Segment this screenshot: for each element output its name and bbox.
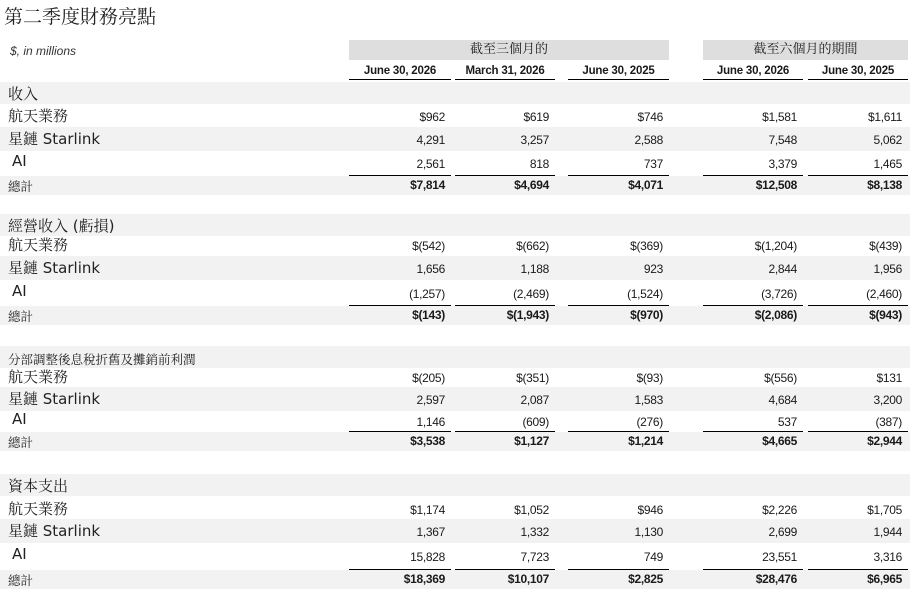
page-title: 第二季度財務亮點 bbox=[4, 6, 157, 28]
column-header: March 31, 2026 bbox=[455, 63, 555, 80]
value-cell: $962 bbox=[419, 110, 445, 124]
total-underline bbox=[703, 175, 803, 176]
section-band bbox=[0, 82, 910, 104]
value-cell: $1,705 bbox=[867, 503, 902, 517]
row-label: 星鏈 Starlink bbox=[8, 259, 101, 277]
value-cell: 1,944 bbox=[873, 525, 902, 539]
value-cell: 23,551 bbox=[762, 550, 797, 564]
row-label: 星鏈 Starlink bbox=[8, 130, 101, 148]
value-cell: (1,524) bbox=[627, 287, 663, 301]
total-underline bbox=[455, 431, 555, 432]
row-label: AI bbox=[12, 410, 27, 428]
total-cell: $1,214 bbox=[628, 434, 663, 448]
value-cell: 1,583 bbox=[634, 393, 663, 407]
value-cell: 923 bbox=[643, 262, 663, 276]
value-cell: (276) bbox=[636, 415, 663, 429]
value-cell: (3,726) bbox=[761, 287, 797, 301]
value-cell: $746 bbox=[637, 110, 663, 124]
value-cell: 537 bbox=[777, 415, 797, 429]
unit-note: $, in millions bbox=[10, 44, 77, 58]
value-cell: 3,200 bbox=[873, 393, 902, 407]
total-underline bbox=[349, 569, 451, 570]
group-header: 截至三個月的 bbox=[349, 40, 669, 60]
row-label: 航天業務 bbox=[8, 368, 69, 386]
value-cell: $2,226 bbox=[762, 503, 797, 517]
total-cell: $12,508 bbox=[755, 178, 797, 192]
value-cell: $(205) bbox=[412, 371, 445, 385]
value-cell: 2,699 bbox=[768, 525, 797, 539]
total-cell: $1,127 bbox=[514, 434, 549, 448]
total-underline bbox=[808, 175, 908, 176]
total-underline bbox=[349, 305, 451, 306]
total-underline bbox=[349, 431, 451, 432]
value-cell: 3,379 bbox=[768, 157, 797, 171]
value-cell: $946 bbox=[637, 503, 663, 517]
value-cell: 1,656 bbox=[416, 262, 445, 276]
value-cell: $(369) bbox=[630, 239, 663, 253]
group-header: 截至六個月的期間 bbox=[703, 40, 908, 60]
value-cell: (609) bbox=[522, 415, 549, 429]
row-label: 星鏈 Starlink bbox=[8, 522, 101, 540]
total-underline bbox=[703, 431, 803, 432]
total-cell: $(943) bbox=[869, 308, 902, 322]
total-cell: $2,825 bbox=[628, 572, 663, 586]
value-cell: 2,844 bbox=[768, 262, 797, 276]
value-cell: 5,062 bbox=[873, 133, 902, 147]
value-cell: 15,828 bbox=[410, 550, 445, 564]
value-cell: 2,561 bbox=[416, 157, 445, 171]
row-label: 航天業務 bbox=[8, 236, 69, 254]
value-cell: (2,460) bbox=[866, 287, 902, 301]
value-cell: (1,257) bbox=[409, 287, 445, 301]
value-cell: 2,597 bbox=[416, 393, 445, 407]
total-cell: $2,944 bbox=[867, 434, 902, 448]
value-cell: 737 bbox=[643, 157, 663, 171]
value-cell: 2,087 bbox=[520, 393, 549, 407]
section-title: 經營收入 (虧損) bbox=[8, 217, 115, 235]
total-label: 總計 bbox=[8, 309, 34, 324]
row-label: AI bbox=[12, 152, 27, 170]
total-cell: $28,476 bbox=[755, 572, 797, 586]
total-cell: $3,538 bbox=[410, 434, 445, 448]
row-label: 航天業務 bbox=[8, 107, 69, 125]
row-label: AI bbox=[12, 545, 27, 563]
section-title: 資本支出 bbox=[8, 477, 69, 495]
value-cell: (2,469) bbox=[513, 287, 549, 301]
total-underline bbox=[568, 175, 669, 176]
total-underline bbox=[703, 305, 803, 306]
value-cell: 1,332 bbox=[520, 525, 549, 539]
total-underline bbox=[455, 175, 555, 176]
total-underline bbox=[808, 569, 908, 570]
value-cell: $(439) bbox=[869, 239, 902, 253]
value-cell: 2,588 bbox=[634, 133, 663, 147]
total-underline bbox=[455, 305, 555, 306]
total-cell: $(2,086) bbox=[754, 308, 797, 322]
total-cell: $4,071 bbox=[628, 178, 663, 192]
value-cell: 4,291 bbox=[416, 133, 445, 147]
total-label: 總計 bbox=[8, 435, 34, 450]
total-underline bbox=[455, 569, 555, 570]
row-label: 航天業務 bbox=[8, 500, 69, 518]
total-cell: $10,107 bbox=[507, 572, 549, 586]
total-cell: $(1,943) bbox=[506, 308, 549, 322]
value-cell: $131 bbox=[876, 371, 902, 385]
value-cell: 1,956 bbox=[873, 262, 902, 276]
value-cell: $(1,204) bbox=[754, 239, 797, 253]
value-cell: (387) bbox=[875, 415, 902, 429]
section-title: 收入 bbox=[8, 85, 39, 103]
total-underline bbox=[568, 569, 669, 570]
value-cell: 1,465 bbox=[873, 157, 902, 171]
value-cell: 7,723 bbox=[520, 550, 549, 564]
value-cell: $1,174 bbox=[410, 503, 445, 517]
total-cell: $18,369 bbox=[403, 572, 445, 586]
total-cell: $(143) bbox=[412, 308, 445, 322]
value-cell: $(351) bbox=[516, 371, 549, 385]
section-title: 分部調整後息稅折舊及攤銷前利潤 bbox=[8, 352, 196, 367]
total-cell: $7,814 bbox=[410, 178, 445, 192]
value-cell: 7,548 bbox=[768, 133, 797, 147]
total-cell: $8,138 bbox=[867, 178, 902, 192]
total-underline bbox=[568, 305, 669, 306]
section-band bbox=[0, 474, 910, 496]
value-cell: 3,257 bbox=[520, 133, 549, 147]
total-cell: $(970) bbox=[630, 308, 663, 322]
total-underline bbox=[349, 175, 451, 176]
total-cell: $4,665 bbox=[762, 434, 797, 448]
value-cell: $(542) bbox=[412, 239, 445, 253]
total-underline bbox=[808, 305, 908, 306]
row-label: 星鏈 Starlink bbox=[8, 390, 101, 408]
value-cell: 1,367 bbox=[416, 525, 445, 539]
row-label: AI bbox=[12, 282, 27, 300]
column-header: June 30, 2025 bbox=[808, 63, 908, 80]
column-header: June 30, 2026 bbox=[349, 63, 451, 80]
value-cell: 1,146 bbox=[416, 415, 445, 429]
value-cell: 3,316 bbox=[873, 550, 902, 564]
value-cell: $1,611 bbox=[867, 110, 902, 124]
total-underline bbox=[808, 431, 908, 432]
total-underline bbox=[568, 431, 669, 432]
value-cell: 818 bbox=[529, 157, 549, 171]
value-cell: $619 bbox=[523, 110, 549, 124]
value-cell: 4,684 bbox=[768, 393, 797, 407]
column-header: June 30, 2025 bbox=[568, 63, 669, 80]
value-cell: 1,188 bbox=[520, 262, 549, 276]
value-cell: 1,130 bbox=[634, 525, 663, 539]
total-cell: $4,694 bbox=[514, 178, 549, 192]
total-label: 總計 bbox=[8, 573, 34, 588]
value-cell: $1,581 bbox=[762, 110, 797, 124]
value-cell: $(662) bbox=[516, 239, 549, 253]
total-underline bbox=[703, 569, 803, 570]
total-label: 總計 bbox=[8, 179, 34, 194]
section-band bbox=[0, 214, 910, 236]
value-cell: $(93) bbox=[636, 371, 663, 385]
value-cell: 749 bbox=[643, 550, 663, 564]
value-cell: $1,052 bbox=[514, 503, 549, 517]
total-cell: $6,965 bbox=[867, 572, 902, 586]
value-cell: $(556) bbox=[764, 371, 797, 385]
column-header: June 30, 2026 bbox=[703, 63, 803, 80]
